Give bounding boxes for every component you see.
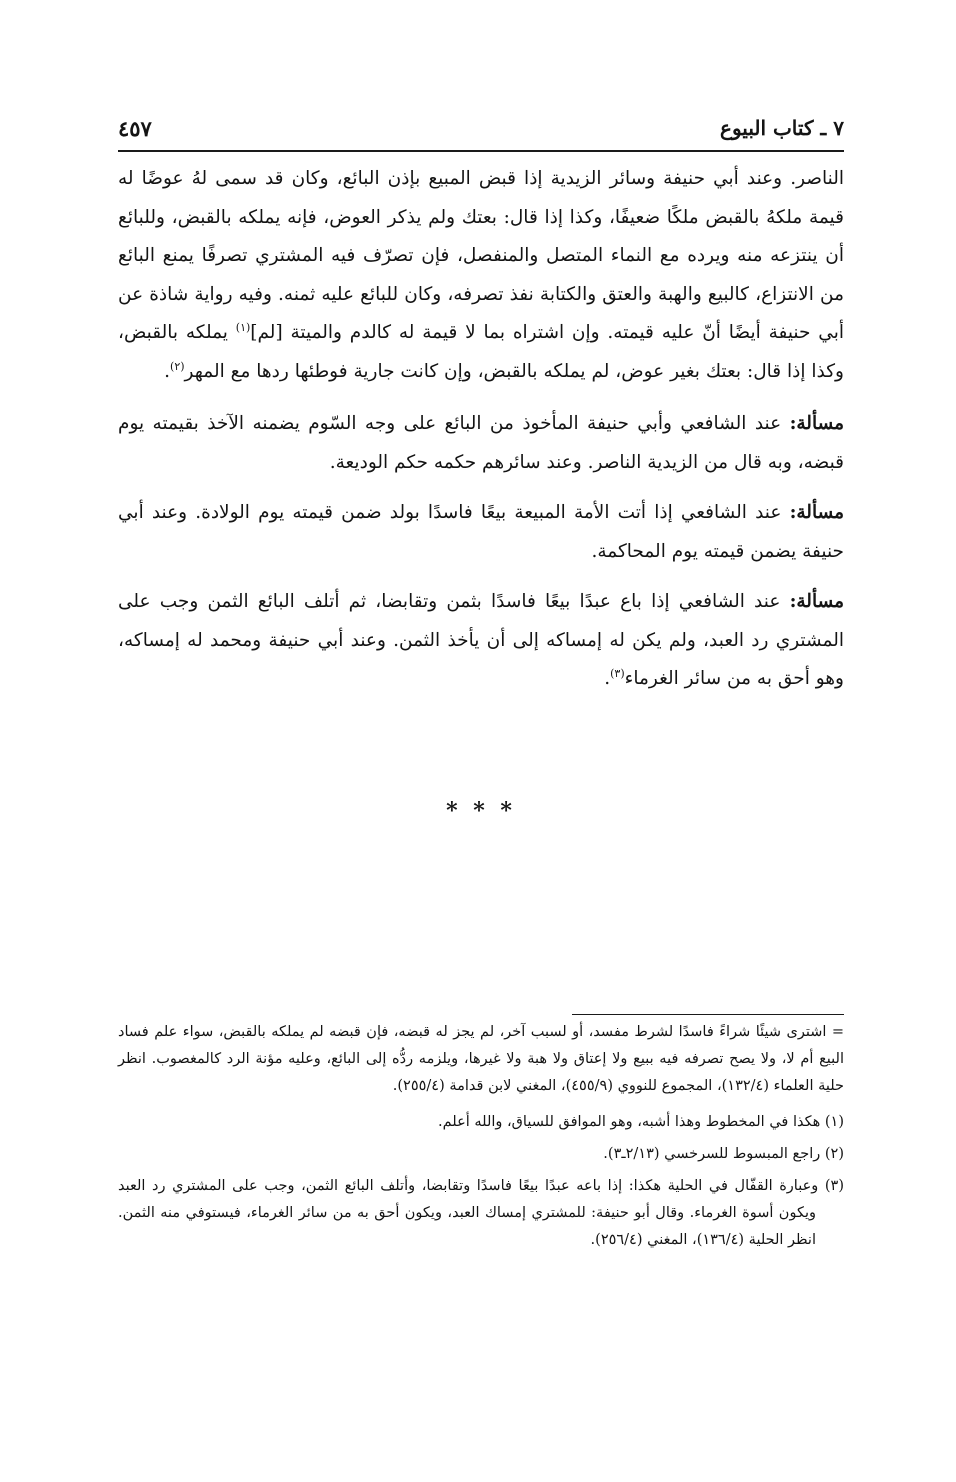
footnote-rule: [572, 1014, 844, 1015]
paragraph-4-end: .: [604, 668, 611, 689]
main-text: [118, 160, 844, 711]
footnote-ref-3: (٣): [610, 666, 625, 680]
footnote-ref-1: (١): [235, 320, 251, 334]
footnote-continuation: = اشترى شيئًا شراءً فاسدًا لشرط مفسد، أو لسبب آخر، لم يجز له قبضه، فإن قبضه لم يملكه بالقبض، سواء علم فساد البيع أم لا، ولا يصح تصرفه فيه ببيع ولا إعتاق ولا هبة ولا غيرها، ويلزمه ردُّه إلى البائع، وعليه مؤنة الرد كالمغصوب. انظر حلية العلماء (١٣٢/٤)، المجموع للنووي (٤٥٥/٩)، المغني لابن قدامة (٢٥٥/٤).: [118, 1024, 844, 1094]
paragraph-3: [118, 494, 844, 571]
paragraph-1-text: الناصر. وعند أبي حنيفة وسائر الزيدية إذا قبض المبيع بإذن البائع، وكان قد سمى لهُ عوضًا له قيمة ملكهُ بالقبض ملكًا ضعيفًا، وكذا إذا قال: بعتك ولم يذكر العوض، فإنه يملكه بالقبض، وللبائع أن ينتزعه منه ويرده مع النماء المتصل والمنفصل، فإن تصرّف فيه المشتري تصرفًا يمنع البائع من الانتزاع، كالبيع والهبة والعتق والكتابة نفذ تصرفه، وكان للبائع عليه ثمنه. وفيه رواية شاذة عن أبي حنيفة أيضًا أنّ عليه قيمته. وإن اشتراه بما لا قيمة له كالدم والميتة [لم]: [118, 168, 844, 343]
footnote-3: [118, 1173, 844, 1254]
paragraph-2: [118, 405, 844, 482]
header-rule: [118, 150, 844, 152]
running-head: ٧ ـ كتاب البيوع: [720, 116, 844, 140]
footnote-2: [118, 1141, 844, 1168]
footnote-ref-2: (٢): [170, 359, 185, 373]
footnote-marker: (١): [824, 1114, 844, 1130]
paragraph-1-text-cont: يملكه بالقبض، وكذا إذا قال: بعتك بغير عوض، لم يملكه بالقبض، وإن كانت جارية فوطئها ردها مع المهر: [118, 322, 844, 382]
issue-label: مسألة:: [789, 591, 844, 612]
footnote-1: [118, 1109, 844, 1136]
page-header: [118, 112, 844, 150]
paragraph-4-text: عند الشافعي إذا باع عبدًا بيعًا فاسدًا بثمن وتقابضا، ثم أتلف البائع الثمن وجب على المشتري رد العبد، ولم يكن له إمساكه إلى أن يأخذ الثمن. وعند أبي حنيفة ومحمد له إمساكه، وهو أحق به من سائر الغرماء: [118, 591, 844, 689]
footnote-text: راجع المبسوط للسرخسي (٢/١٣ـ٣).: [603, 1146, 825, 1162]
paragraph-3-text: عند الشافعي إذا أتت الأمة المبيعة بيعًا فاسدًا بولد ضمن قيمته يوم الولادة. وعند أبي حنيفة يضمن قيمته يوم المحاكمة.: [118, 502, 844, 562]
footnote-text: هكذا في المخطوط وهذا أشبه، وهو الموافق للسياق، والله أعلم.: [438, 1114, 825, 1130]
paragraph-1: [118, 160, 844, 391]
footnote-text: وعبارة القفّال في الحلية هكذا: إذا باعه عبدًا بيعًا فاسدًا وتقابضا، وأتلف البائع الثمن، وجب على المشتري رد العبد ويكون أسوة الغرماء. وقال أبو حنيفة: للمشتري إمساك العبد، ويكون أحق به من سائر الغرماء، فيستوفي منه الثمن. انظر الحلية (١٣٦/٤)، المغني (٢٥٦/٤).: [118, 1178, 825, 1248]
footnote-marker: (٣): [824, 1178, 844, 1194]
footnotes: [118, 1019, 844, 1259]
section-separator: * * *: [446, 798, 516, 824]
page-number: ٤٥٧: [118, 116, 152, 141]
footnote-marker: (٢): [824, 1146, 844, 1162]
paragraph-2-text: عند الشافعي وأبي حنيفة المأخوذ من البائع على وجه السّوم يضمنه الآخذ بقيمته يوم قبضه، وبه قال من الزيدية الناصر. وعند سائرهم حكمه حكم الوديعة.: [118, 413, 844, 473]
paragraph-4: [118, 583, 844, 699]
issue-label: مسألة:: [789, 502, 844, 523]
paragraph-1-end: .: [164, 360, 171, 382]
issue-label: مسألة:: [789, 413, 844, 434]
